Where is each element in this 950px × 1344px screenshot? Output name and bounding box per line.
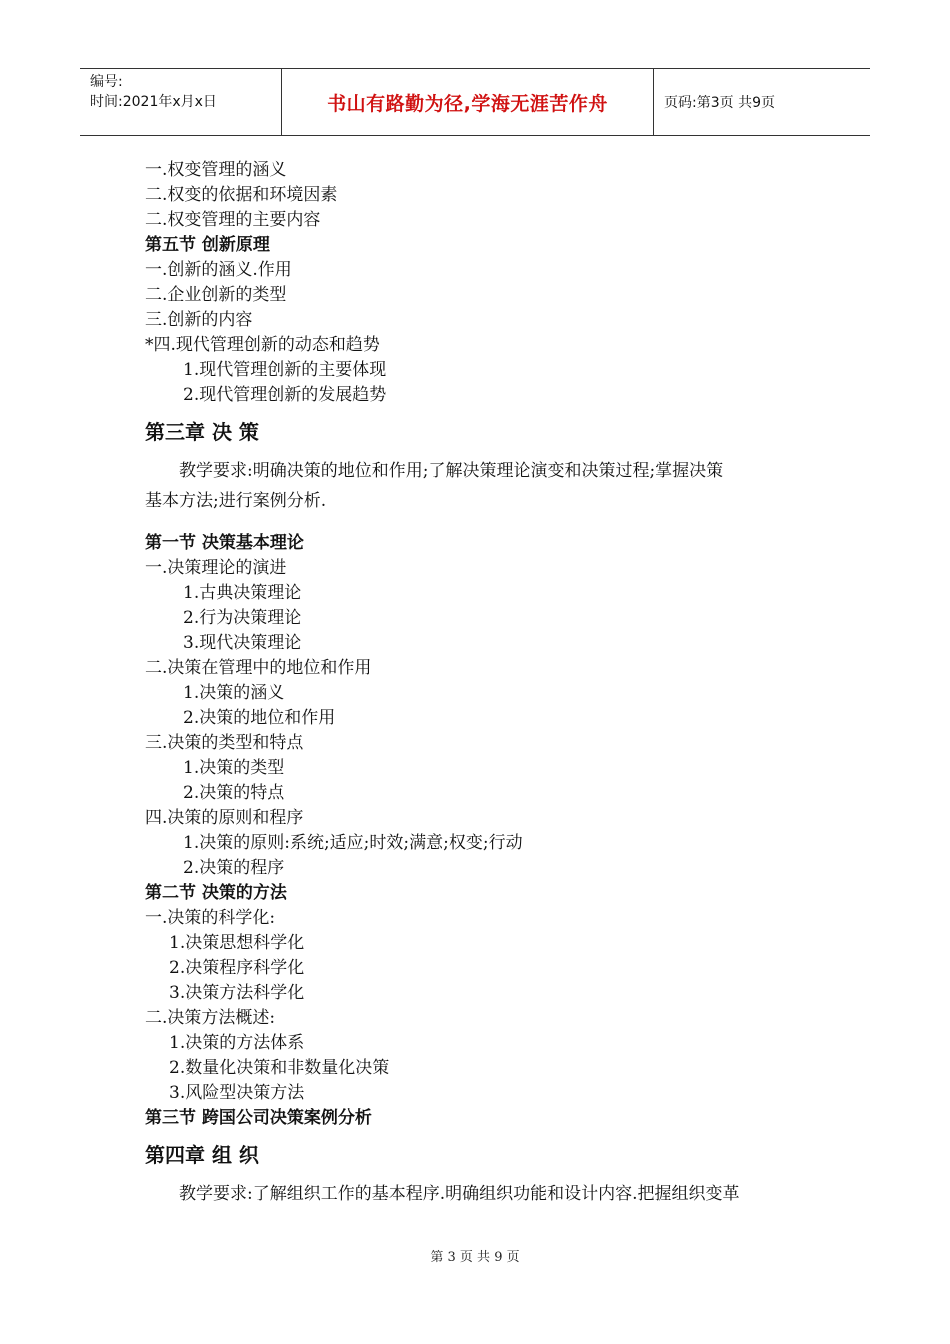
outline-subitem: 1.现代管理创新的主要体现 xyxy=(183,360,387,380)
outline-subitem: 2.现代管理创新的发展趋势 xyxy=(183,385,387,405)
outline-item: 三.决策的类型和特点 xyxy=(145,733,304,753)
outline-item: 二.决策在管理中的地位和作用 xyxy=(145,658,372,678)
outline-item: 一.决策理论的演进 xyxy=(145,558,287,578)
teaching-requirement-text: 教学要求:了解组织工作的基本程序.明确组织功能和设计内容.把握组织变革 xyxy=(179,1184,740,1204)
outline-item: 二.决策方法概述: xyxy=(145,1008,276,1028)
doc-number-label: 编号: xyxy=(90,74,123,90)
outline-item: 一.决策的科学化: xyxy=(145,908,276,928)
outline-subitem: 1.决策的方法体系 xyxy=(169,1033,305,1053)
teaching-requirement-text: 教学要求:明确决策的地位和作用;了解决策理论演变和决策过程;掌握决策 xyxy=(179,461,724,481)
outline-subitem: 2.决策的特点 xyxy=(183,783,285,803)
header-page-info: 页码:第3页 共9页 xyxy=(664,95,775,111)
header-meta xyxy=(80,69,282,135)
section-heading: 第五节 创新原理 xyxy=(145,235,270,255)
document-body xyxy=(145,158,825,1209)
outline-subitem: 3.决策方法科学化 xyxy=(169,983,305,1003)
outline-item: 一.创新的涵义.作用 xyxy=(145,260,292,280)
outline-subitem: 2.决策程序科学化 xyxy=(169,958,305,978)
outline-item: *四.现代管理创新的动态和趋势 xyxy=(145,335,380,355)
teaching-requirement-cont: 基本方法;进行案例分析. xyxy=(145,491,327,511)
outline-item: 三.创新的内容 xyxy=(145,310,253,330)
outline-subitem: 3.现代决策理论 xyxy=(183,633,302,653)
page-header xyxy=(80,68,870,136)
page-footer: 第 3 页 共 9 页 xyxy=(430,1250,520,1265)
outline-item: 二.企业创新的类型 xyxy=(145,285,287,305)
outline-subitem: 1.古典决策理论 xyxy=(183,583,302,603)
outline-subitem: 1.决策的涵义 xyxy=(183,683,285,703)
outline-subitem: 3.风险型决策方法 xyxy=(169,1083,305,1103)
header-motto: 书山有路勤为径,学海无涯苦作舟 xyxy=(282,69,654,135)
doc-date: 时间:2021年x月x日 xyxy=(90,94,217,110)
outline-subitem: 1.决策的类型 xyxy=(183,758,285,778)
outline-subitem: 2.行为决策理论 xyxy=(183,608,302,628)
chapter-heading: 第三章 决 策 xyxy=(145,420,259,444)
teaching-requirement xyxy=(145,1179,825,1209)
outline-subitem: 2.数量化决策和非数量化决策 xyxy=(169,1058,390,1078)
section-heading: 第三节 跨国公司决策案例分析 xyxy=(145,1108,372,1128)
outline-item: 四.决策的原则和程序 xyxy=(145,808,304,828)
outline-item: 二.权变管理的主要内容 xyxy=(145,210,321,230)
outline-subitem: 1.决策的原则:系统;适应;时效;满意;权变;行动 xyxy=(183,833,523,853)
outline-item: 二.权变的依据和环境因素 xyxy=(145,185,338,205)
section-heading: 第二节 决策的方法 xyxy=(145,883,287,903)
outline-item: 一.权变管理的涵义 xyxy=(145,160,287,180)
outline-subitem: 2.决策的地位和作用 xyxy=(183,708,336,728)
chapter-heading: 第四章 组 织 xyxy=(145,1143,259,1167)
section-heading: 第一节 决策基本理论 xyxy=(145,533,304,553)
outline-subitem: 1.决策思想科学化 xyxy=(169,933,305,953)
teaching-requirement xyxy=(145,456,825,486)
outline-subitem: 2.决策的程序 xyxy=(183,858,285,878)
